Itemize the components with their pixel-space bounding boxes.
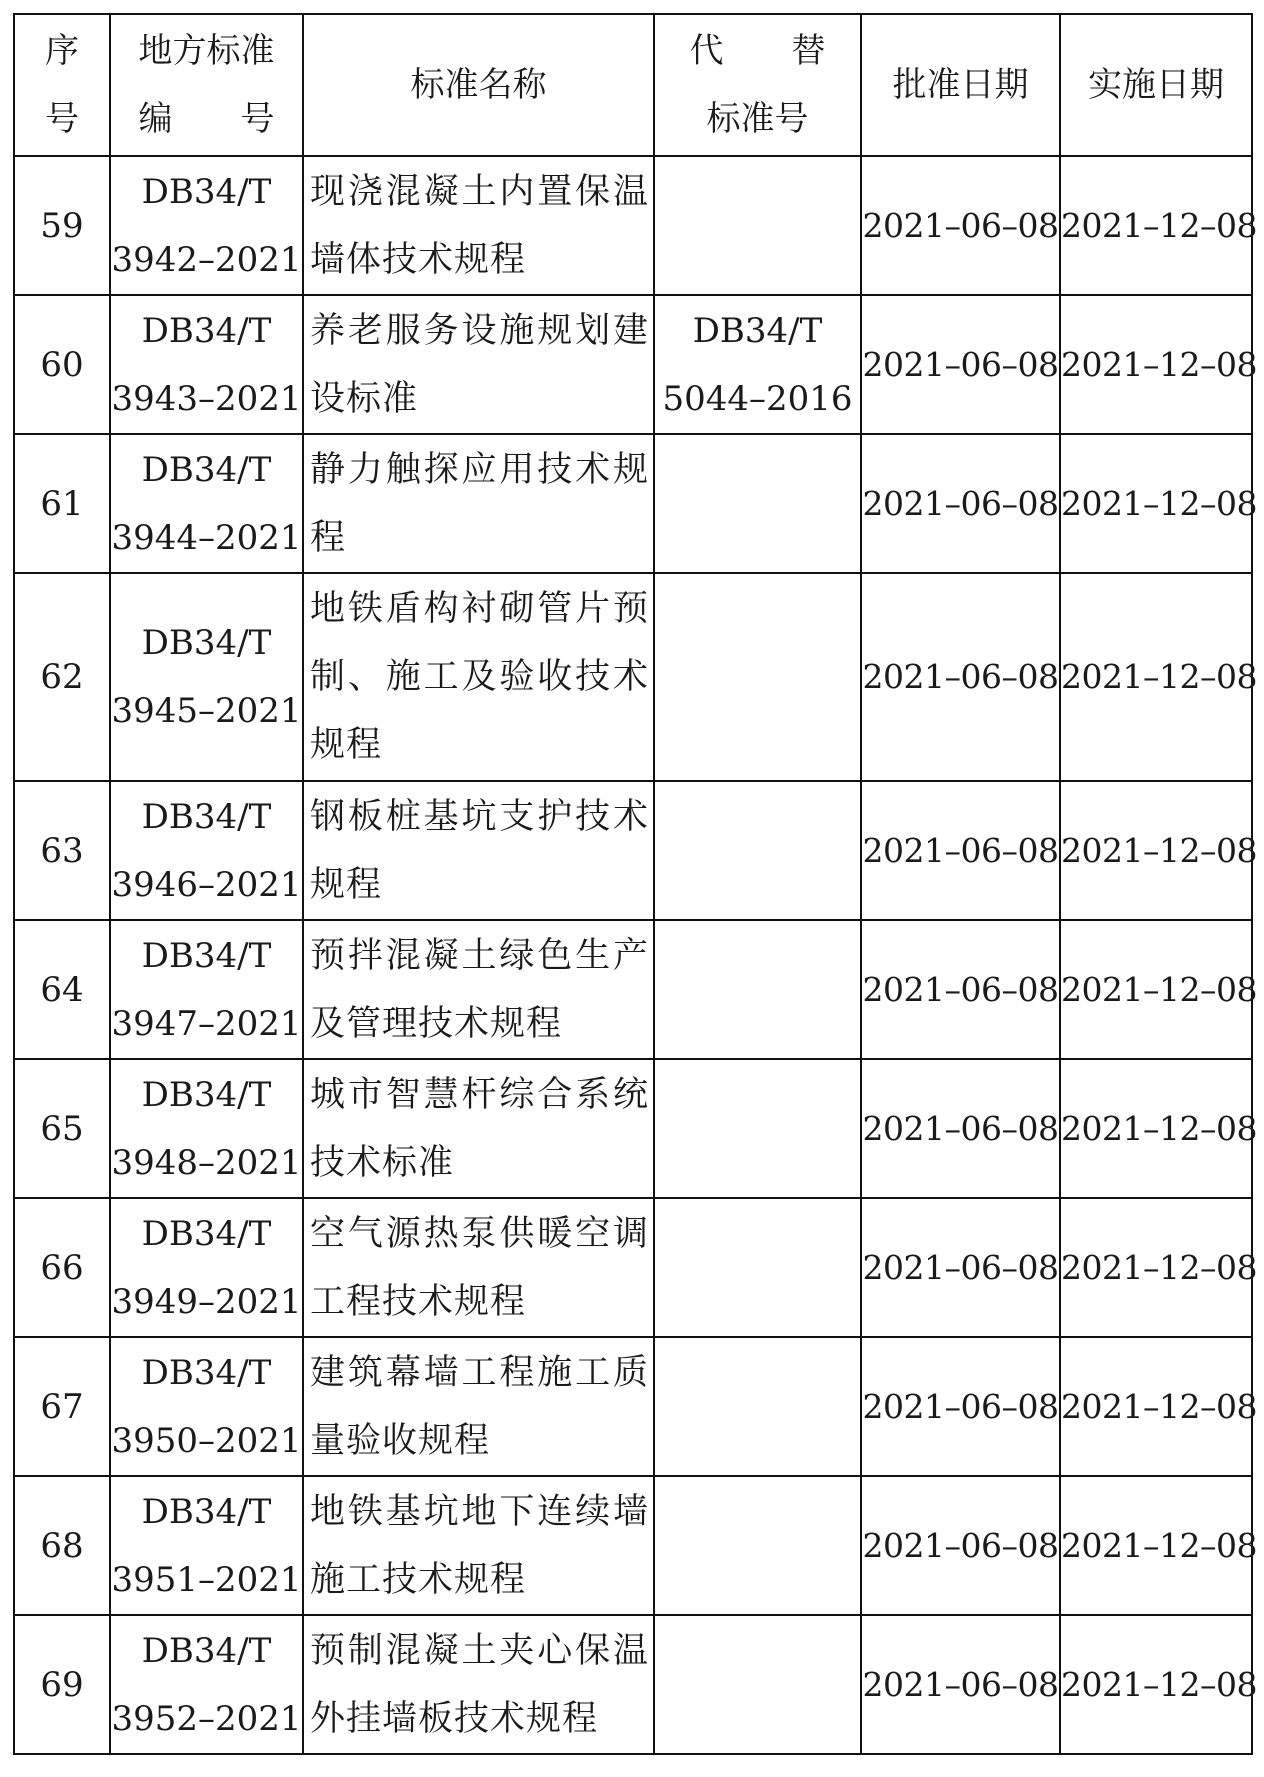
standard-code-prefix: DB34/T [141,796,272,837]
standard-code-cell [110,573,303,781]
standard-code-number: 3944–2021 [111,517,302,558]
effective-date-cell: 2021–12–08 [1060,156,1252,295]
effective-date-cell: 2021–12–08 [1060,920,1252,1059]
table-row [14,434,1252,573]
standard-code-prefix: DB34/T [141,935,272,976]
approve-date-cell: 2021–06–08 [861,434,1060,573]
standard-code-number: 3945–2021 [111,691,302,731]
replaced-standard-cell [654,1615,861,1754]
replaced-standard-cell [654,573,861,781]
seq-cell: 59 [14,156,110,295]
standard-code-number: 3948–2021 [111,1142,302,1183]
effective-date-cell: 2021–12–08 [1060,1615,1252,1754]
standard-name-cell: 预拌混凝土绿色生产及管理技术规程 [303,920,654,1059]
standard-name-cell: 建筑幕墙工程施工质量验收规程 [303,1337,654,1476]
approve-date-cell: 2021–06–08 [861,920,1060,1059]
seq-cell: 64 [14,920,110,1059]
table-row [14,1059,1252,1198]
standard-code-prefix: DB34/T [141,1491,272,1532]
table-row [14,1476,1252,1615]
table-row [14,1337,1252,1476]
table-row [14,1615,1252,1754]
table-row [14,1198,1252,1337]
standard-name-cell: 地铁盾构衬砌管片预制、施工及验收技术规程 [303,573,654,781]
standard-code-number: 3947–2021 [111,1003,302,1044]
standard-code-prefix: DB34/T [141,1213,272,1254]
table-row [14,295,1252,434]
approve-date-cell: 2021–06–08 [861,1198,1060,1337]
standard-code-prefix: DB34/T [141,1630,272,1671]
header-effective-date: 实施日期 [1060,14,1252,156]
seq-cell: 60 [14,295,110,434]
effective-date-cell: 2021–12–08 [1060,1476,1252,1615]
approve-date-cell: 2021–06–08 [861,295,1060,434]
header-approve-date: 批准日期 [861,14,1060,156]
seq-cell: 67 [14,1337,110,1476]
replaced-standard-cell [654,156,861,295]
standard-name-cell: 现浇混凝土内置保温墙体技术规程 [303,156,654,295]
approve-date-cell: 2021–06–08 [861,1337,1060,1476]
header-replaced-line2: 标准号 [706,99,809,139]
replaced-standard-cell [654,434,861,573]
header-code-line2: 编 号 [138,99,275,139]
standard-name-cell: 钢板桩基坑支护技术规程 [303,781,654,920]
standard-code-number: 3946–2021 [111,864,302,905]
standard-code-prefix: DB34/T [141,1074,272,1115]
effective-date-cell: 2021–12–08 [1060,1059,1252,1198]
standard-code-prefix: DB34/T [141,449,272,490]
standard-name-cell: 静力触探应用技术规程 [303,434,654,573]
standard-code-cell [110,156,303,295]
standard-code-prefix: DB34/T [141,1352,272,1393]
standard-code-number: 3952–2021 [111,1698,302,1739]
replaced-standard-cell [654,781,861,920]
seq-cell: 63 [14,781,110,920]
standard-code-cell [110,920,303,1059]
effective-date-cell: 2021–12–08 [1060,1337,1252,1476]
approve-date-cell: 2021–06–08 [861,573,1060,781]
replaced-standard-cell [654,1198,861,1337]
seq-cell: 68 [14,1476,110,1615]
replaced-code-prefix: DB34/T [692,310,823,351]
standard-code-cell [110,1059,303,1198]
standard-name-cell: 地铁基坑地下连续墙施工技术规程 [303,1476,654,1615]
replaced-standard-cell [654,920,861,1059]
standard-code-number: 3949–2021 [111,1281,302,1322]
header-replaced [654,14,861,156]
standard-code-prefix: DB34/T [141,623,272,663]
replaced-code-number: 5044–2016 [662,378,853,419]
approve-date-cell: 2021–06–08 [861,1059,1060,1198]
header-seq-line1: 序 [45,31,79,71]
standard-code-cell [110,434,303,573]
approve-date-cell: 2021–06–08 [861,156,1060,295]
standard-code-number: 3942–2021 [111,239,302,280]
replaced-standard-cell [654,1476,861,1615]
table-header-row [14,14,1252,156]
standard-name-cell: 城市智慧杆综合系统技术标准 [303,1059,654,1198]
standard-name-cell: 预制混凝土夹心保温外挂墙板技术规程 [303,1615,654,1754]
header-seq [14,14,110,156]
standards-table [13,13,1257,1755]
approve-date-cell: 2021–06–08 [861,1615,1060,1754]
approve-date-cell: 2021–06–08 [861,1476,1060,1615]
standard-code-number: 3950–2021 [111,1420,302,1461]
standard-code-number: 3943–2021 [111,378,302,419]
header-replaced-line1: 代 替 [689,31,826,71]
header-code [110,14,303,156]
standard-code-cell [110,295,303,434]
standard-name-cell: 空气源热泵供暖空调工程技术规程 [303,1198,654,1337]
standard-code-cell [110,781,303,920]
standard-code-number: 3951–2021 [111,1559,302,1600]
replaced-standard-cell [654,1337,861,1476]
seq-cell: 69 [14,1615,110,1754]
standard-name-cell: 养老服务设施规划建设标准 [303,295,654,434]
standard-code-cell [110,1198,303,1337]
effective-date-cell: 2021–12–08 [1060,781,1252,920]
seq-cell: 61 [14,434,110,573]
seq-cell: 62 [14,573,110,781]
effective-date-cell: 2021–12–08 [1060,573,1252,781]
seq-cell: 66 [14,1198,110,1337]
table-row [14,781,1252,920]
replaced-standard-cell [654,295,861,434]
effective-date-cell: 2021–12–08 [1060,295,1252,434]
header-name: 标准名称 [303,14,654,156]
standard-code-prefix: DB34/T [141,310,272,351]
approve-date-cell: 2021–06–08 [861,781,1060,920]
replaced-standard-cell [654,1059,861,1198]
standard-code-cell [110,1476,303,1615]
effective-date-cell: 2021–12–08 [1060,1198,1252,1337]
standard-code-cell [110,1615,303,1754]
seq-cell: 65 [14,1059,110,1198]
table-row [14,156,1252,295]
standard-code-prefix: DB34/T [141,171,272,212]
table-row [14,920,1252,1059]
table-row [14,573,1252,781]
effective-date-cell: 2021–12–08 [1060,434,1252,573]
header-code-line1: 地方标准 [138,31,275,71]
header-seq-line2: 号 [45,99,79,139]
standard-code-cell [110,1337,303,1476]
